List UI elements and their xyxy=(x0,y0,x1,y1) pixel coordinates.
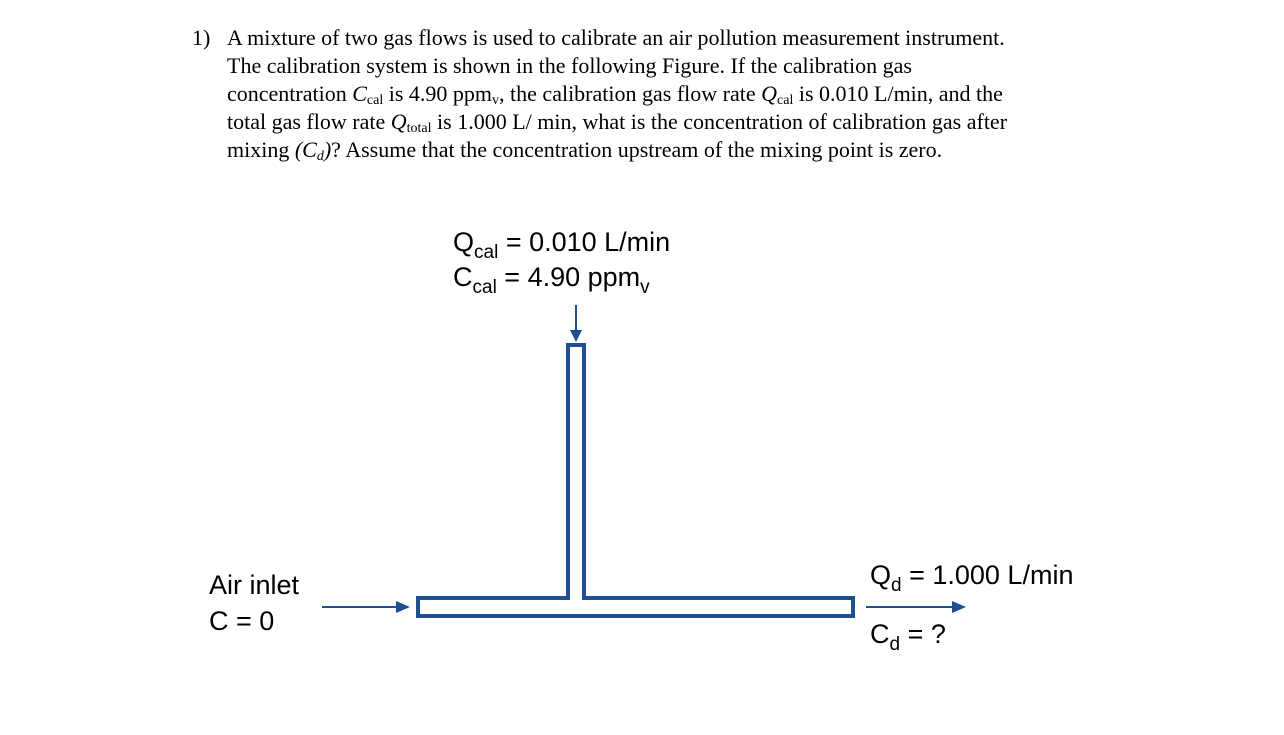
cd-label xyxy=(870,618,946,655)
problem-line-2: The calibration system is shown in the following Figure. If the calibration gas xyxy=(227,53,912,78)
text-fragment: is 4.90 ppm xyxy=(383,81,493,106)
text-fragment: is 0.010 L/min, and the xyxy=(793,81,1003,106)
qcal-value: = 0.010 L/min xyxy=(498,227,671,257)
ppm-subscript: v xyxy=(492,93,500,108)
qtotal-subscript: total xyxy=(406,121,432,136)
cd-variable: (C xyxy=(294,137,317,162)
text-fragment: ? Assume that the concentration upstream of the mixing point is zero. xyxy=(331,137,943,162)
qd-label xyxy=(870,559,1074,596)
calibration-arrow xyxy=(570,305,582,342)
cd-subscript: d xyxy=(316,149,324,164)
qcal-label xyxy=(453,226,671,263)
cal-subscript: cal xyxy=(472,277,497,298)
d-subscript: d xyxy=(889,634,901,655)
q-symbol: Q xyxy=(870,560,892,590)
d-subscript: d xyxy=(891,575,902,596)
c-symbol: C xyxy=(453,262,473,292)
cd-close: ) xyxy=(323,137,332,162)
inlet-concentration-label: C = 0 xyxy=(209,606,275,636)
ccal-label xyxy=(453,261,650,298)
cal-subscript: cal xyxy=(474,242,499,263)
qtotal-variable: Q xyxy=(390,109,407,134)
text-fragment: is 1.000 L/ min, what is the concentration of calibration gas after xyxy=(431,109,1008,134)
ccal-variable: C xyxy=(352,81,367,106)
problem-line-1: A mixture of two gas flows is used to calibrate an air pollution measurement instrument. xyxy=(227,25,1005,50)
unit-subscript: v xyxy=(640,277,650,298)
outlet-arrow xyxy=(866,601,966,613)
t-pipe xyxy=(418,345,853,616)
text-fragment: total gas flow rate xyxy=(227,109,391,134)
text-fragment: mixing xyxy=(227,137,295,162)
text-fragment: , the calibration gas flow rate xyxy=(499,81,762,106)
cd-value: = ? xyxy=(900,619,946,649)
qcal-subscript: cal xyxy=(777,93,794,108)
text-fragment: concentration xyxy=(227,81,353,106)
ccal-value: = 4.90 ppm xyxy=(496,262,641,292)
c-symbol: C xyxy=(870,619,890,649)
problem-number: 1) xyxy=(192,25,211,50)
air-inlet-arrow xyxy=(322,601,410,613)
q-symbol: Q xyxy=(453,227,475,257)
qd-value: = 1.000 L/min xyxy=(901,560,1074,590)
qcal-variable: Q xyxy=(761,81,778,106)
ccal-subscript: cal xyxy=(366,93,384,108)
air-inlet-label: Air inlet xyxy=(209,570,300,600)
